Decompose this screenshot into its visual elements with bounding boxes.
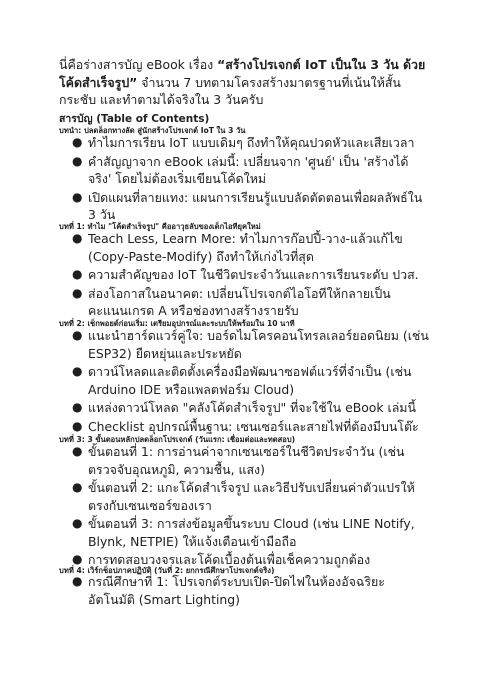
list-item-text: คำสัญญาจาก eBook เล่มนี้: เปลี่ยนจาก 'ศูนย์' เป็น 'สร้างได้จริง' โดยไม่ต้องเริ่มเขียนโค้ดใหม่ xyxy=(88,153,409,186)
list-item xyxy=(59,418,429,436)
intro-suffix: จำนวน 7 บทตามโครงสร้างมาตรฐานที่เน้นให้สั้นกระชับ และทำตามได้จริงใน 3 วันครับ xyxy=(59,74,401,108)
list-item xyxy=(59,189,429,224)
bullet-icon: ● xyxy=(72,153,83,168)
list-item-text: ความสำคัญของ IoT ในชีวิตประจำวันและการเรียนระดับ ปวส. xyxy=(88,267,419,282)
bullet-icon: ● xyxy=(72,574,83,588)
bullet-icon: ● xyxy=(72,400,83,414)
bullet-icon: ● xyxy=(72,231,83,245)
list-item xyxy=(59,515,429,550)
list-item-text: ขั้นตอนที่ 1: การอ่านค่าจากเซนเซอร์ในชีวิตประจำวัน (เช่น ตรวจจับอุณหภูมิ, ความชื้น, แสง) xyxy=(88,444,405,477)
list-item-text: ดาวน์โหลดและติดตั้งเครื่องมือพัฒนาซอฟต์แวร์ที่จำเป็น (เช่น Arduino IDE หรือแพลตฟอร์ม Cloud) xyxy=(88,364,412,397)
bullet-icon: ● xyxy=(72,418,83,433)
bullet-icon: ● xyxy=(72,480,83,494)
chapter-heading: บทนำ: ปลดล็อกทางลัด สู่นักสร้างโปรเจกต์ IoT ใน 3 วัน xyxy=(59,126,246,135)
list-item-text: ขั้นตอนที่ 2: แกะโค้ดสำเร็จรูป และวิธีปรับเปลี่ยนค่าตัวแปรให้ตรงกับเซนเซอร์ของเรา xyxy=(88,480,415,513)
bullet-icon: ● xyxy=(72,364,83,378)
bullet-icon: ● xyxy=(72,552,83,566)
list-item-text: ทำไมการเรียน IoT แบบเดิมๆ ถึงทำให้คุณปวดหัวและเสียเวลา xyxy=(88,135,415,150)
intro-prefix: นี่คือร่างสารบัญ eBook เรื่อง xyxy=(59,57,218,72)
list-item xyxy=(59,134,429,152)
list-item-text: กรณีศึกษาที่ 1: โปรเจกต์ระบบเปิด-ปิดไฟในห้องอัจฉริยะอัตโนมัติ (Smart Lighting) xyxy=(88,574,385,607)
chapter-item-list xyxy=(59,573,429,609)
chapter-item-list xyxy=(59,327,429,436)
list-item xyxy=(59,285,429,320)
list-item xyxy=(59,363,429,398)
list-item xyxy=(59,266,429,284)
bullet-icon: ● xyxy=(72,135,83,149)
list-item-text: ขั้นตอนที่ 3: การส่งข้อมูลขึ้นระบบ Cloud (เช่น LINE Notify, Blynk, NETPIE) ให้แจ้งเตือนเข้ามือถือ xyxy=(88,516,415,549)
list-item xyxy=(59,573,429,608)
list-item xyxy=(59,443,429,478)
list-item xyxy=(59,399,429,417)
list-item-text: แนะนำฮาร์ดแวร์คู่ใจ: บอร์ดไมโครคอนโทรลเลอร์ยอดนิยม (เช่น ESP32) ยืดหยุ่นและประหยัด xyxy=(88,328,429,361)
list-item xyxy=(59,327,429,362)
chapter-heading: บทที่ 3: 3 ขั้นตอนหลักปลดล็อกโปรเจกต์ (วันแรก: เชื่อมต่อและทดสอบ) xyxy=(59,435,296,444)
bullet-icon: ● xyxy=(72,328,83,342)
list-item-text: ส่องโอกาสในอนาคต: เปลี่ยนโปรเจกต์ไอโอทีให้กลายเป็นคะแนนเกรด A หรือช่องทางสร้างรายรับ xyxy=(88,285,391,318)
toc-title: สารบัญ (Table of Contents) xyxy=(59,113,210,125)
intro-paragraph xyxy=(59,56,429,109)
bullet-icon: ● xyxy=(72,285,83,300)
list-item xyxy=(59,230,429,265)
list-item-text: การทดสอบวงจรและโค้ดเบื้องต้นเพื่อเช็คความถูกต้อง xyxy=(88,552,371,567)
bullet-icon: ● xyxy=(72,189,83,204)
ebook-title: “สร้างโปรเจกต์ IoT เป็นใน 3 วัน ด้วยโค้ดสำเร็จรูป” xyxy=(59,57,426,90)
chapter-item-list xyxy=(59,134,429,225)
list-item xyxy=(59,153,429,188)
list-item xyxy=(59,479,429,514)
chapter-heading: บทที่ 1: ทำไม "โค้ดสำเร็จรูป" คืออาวุธลับของเด็กไอทียุคใหม่ xyxy=(59,222,261,231)
chapter-heading: บทที่ 4: เวิร์กช็อปภาคปฏิบัติ (วันที่ 2: ยกกรณีศึกษาโปรเจกต์จริง) xyxy=(59,566,275,575)
chapter-item-list xyxy=(59,230,429,321)
bullet-icon: ● xyxy=(72,267,83,281)
list-item-text: แหล่งดาวน์โหลด "คลังโค้ดสำเร็จรูป" ที่จะใช้ใน eBook เล่มนี้ xyxy=(88,400,416,415)
list-item-text: เปิดแผนที่ลายแทง: แผนการเรียนรู้แบบลัดตัดตอนเพื่อผลลัพธ์ใน 3 วัน xyxy=(88,189,423,222)
bullet-icon: ● xyxy=(72,516,83,530)
bullet-icon: ● xyxy=(72,444,83,458)
list-item-text: Teach Less, Learn More: ทำไมการก๊อปปี้-วาง-แล้วแก้ไข (Copy-Paste-Modify) ถึงทำให้เก่งไวที่สุด xyxy=(88,231,403,264)
list-item-text: Checklist อุปกรณ์พื้นฐาน: เซนเซอร์และสายไฟที่ต้องมีบนโต๊ะ xyxy=(88,418,419,434)
chapter-heading: บทที่ 2: เช็กพอยต์ก่อนเริ่ม: เตรียมอุปกรณ์และระบบให้พร้อมใน 10 นาที xyxy=(59,319,295,328)
chapter-item-list xyxy=(59,443,429,570)
